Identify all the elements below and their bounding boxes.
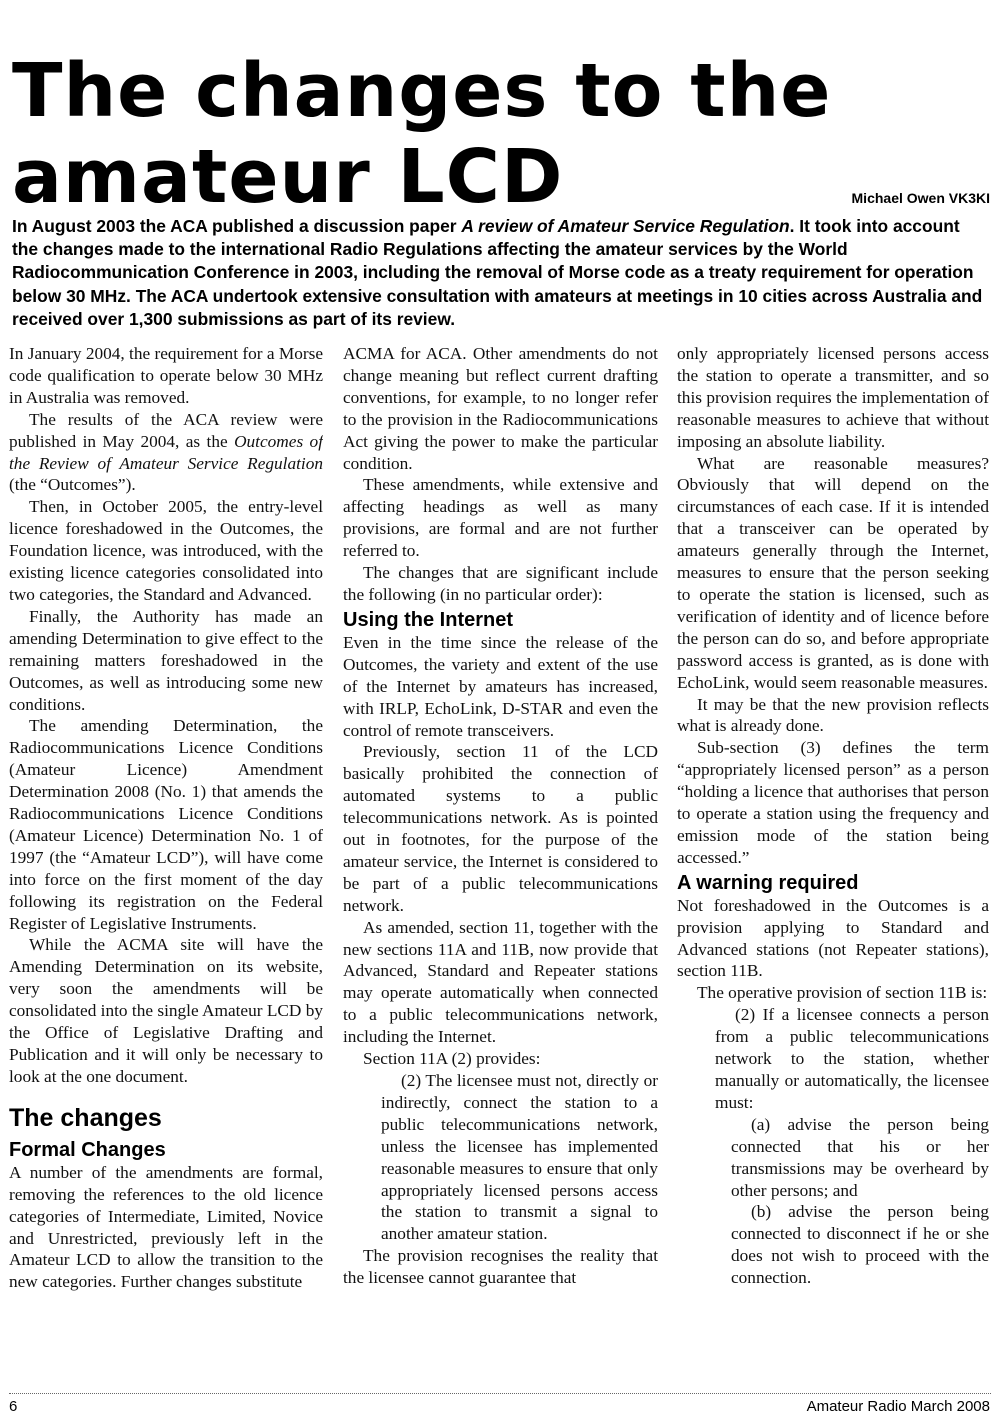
paragraph: In January 2004, the requirement for a Morse code qualification to operate below 30 MHz in Australia was removed. bbox=[9, 344, 323, 407]
paragraph: The changes that are significant include the following (in no particular order): bbox=[343, 563, 658, 604]
column-1 bbox=[9, 343, 323, 1388]
paragraph: Even in the time since the release of the Outcomes, the variety and extent of the use of the Internet by amateurs has increased, with IRLP, EchoLink, D-STAR and even the control of remote transceivers. bbox=[343, 632, 658, 740]
quoted-subclause-a: (a) advise the person being connected that his or her transmissions may be overheard by other persons; and bbox=[731, 1114, 989, 1200]
paragraph: only appropriately licensed persons access the station to operate a transmitter, and so this provision requires the implementation of reasonable measures to achieve that without imposing an absolute liability. bbox=[677, 344, 989, 451]
page-number: 6 bbox=[9, 1398, 18, 1415]
paragraph: Finally, the Authority has made an amending Determination to give effect to the remaining matters foreshadowed in the Outcomes, as well as introducing some new conditions. bbox=[9, 606, 323, 714]
article-title: The changes to the amateur LCD bbox=[12, 48, 832, 220]
publication-footer: Amateur Radio March 2008 bbox=[806, 1398, 990, 1415]
subheading-formal-changes: Formal Changes bbox=[9, 1138, 166, 1161]
paragraph: A number of the amendments are formal, removing the references to the old licence categories of Intermediate, Limited, Novice and Unrestricted, previously left in the Amateur LCD to allow the transition to the new categories. Further changes substitute bbox=[9, 1162, 323, 1292]
paragraph: The operative provision of section 11B is: bbox=[697, 983, 988, 1003]
paragraph: Section 11A (2) provides: bbox=[363, 1049, 541, 1069]
paragraph: The provision recognises the reality that the licensee cannot guarantee that bbox=[343, 1246, 658, 1288]
quoted-provision: (2) If a licensee connects a person from a public telecommunications network to the station, whether manually or automatically, the licensee must: bbox=[715, 1005, 989, 1112]
paragraph: ACMA for ACA. Other amendments do not change meaning but reflect current drafting conventions, for example, to no longer refer to the provision in the Radiocommunications Act giving the power to make the particular condition. bbox=[343, 344, 658, 473]
paragraph: It may be that the new provision reflects what is already done. bbox=[677, 694, 989, 736]
quoted-subclause-b: (b) advise the person being connected to disconnect if he or she does not wish to proceed with the connection. bbox=[731, 1202, 989, 1288]
paragraph: The amending Determination, the Radiocommunications Licence Conditions (Amateur Licence) Amendment Determination 2008 (No. 1) that amends the Radiocommunications Licence Conditions (Amateur Licence) Determination No. 1 of 1997 (the “Amateur LCD”), will have come into force on the first moment of the day following its registration on the Federal Register of Legislative Instruments. bbox=[9, 716, 323, 933]
section-heading-changes: The changes bbox=[9, 1103, 162, 1132]
author-byline: Michael Owen VK3KI bbox=[851, 190, 990, 206]
paragraph: Previously, section 11 of the LCD basically prohibited the connection of automated systems to a public telecommunications network. As is pointed out in footnotes, for the purpose of the amateur service, the Internet is considered to be part of a public telecommunications network. bbox=[343, 742, 658, 915]
intro-paragraph: In August 2003 the ACA published a discussion paper A review of Amateur Service Regulation. It took into account the changes made to the international Radio Regulations affecting the amateur services by the World Radiocommunication Conference in 2003, including the removal of Morse code as a treaty requirement for operation below 30 MHz. The ACA undertook extensive consultation with amateurs at meetings in 10 cities across Australia and received over 1,300 submissions as part of its review. bbox=[12, 216, 983, 329]
footer-divider bbox=[9, 1393, 991, 1394]
subheading-warning-required: A warning required bbox=[677, 871, 859, 894]
paragraph: Sub-section (3) defines the term “appropriately licensed person” as a person “holding a licence that authorises that person to operate a station using the frequency and emission mode of the station being accessed.” bbox=[677, 738, 989, 867]
paragraph: What are reasonable measures? Obviously that will depend on the circumstances of each case. If it is intended that a transceiver can be operated by amateurs generally through the Internet, measures to ensure that the person seeking to operate the station is licensed, such as verification of identity and of licence before the person can do so, and before appropriate password access is granted, as is done with EchoLink, would seem reasonable measures. bbox=[677, 453, 989, 692]
paragraph: Then, in October 2005, the entry-level licence foreshadowed in the Outcomes, the Foundation licence, was introduced, with the existing licence categories consolidated into two categories, the Standard and Advanced. bbox=[9, 497, 323, 604]
quoted-provision: (2) The licensee must not, directly or indirectly, connect the station to a public telecommunications network, unless the licensee has implemented reasonable measures to ensure that only appropriately licensed persons access the station to transmit a signal to another amateur station. bbox=[381, 1071, 658, 1244]
subheading-using-internet: Using the Internet bbox=[343, 608, 514, 631]
paragraph: These amendments, while extensive and affecting headings as well as many provisions, are formal and are not further referred to. bbox=[343, 475, 658, 561]
paragraph: Not foreshadowed in the Outcomes is a provision applying to Standard and Advanced stations (not Repeater stations), section 11B. bbox=[677, 895, 989, 981]
paragraph: While the ACMA site will have the Amending Determination on its website, very soon the amendments will be consolidated into the single Amateur LCD by the Office of Legislative Drafting and Publication and it will only be necessary to look at the one document. bbox=[9, 935, 323, 1086]
column-3 bbox=[677, 343, 989, 1388]
column-2 bbox=[343, 343, 658, 1388]
paragraph: The results of the ACA review were published in May 2004, as the Outcomes of the Review of Amateur Service Regulation (the “Outcomes”). bbox=[9, 409, 323, 495]
paragraph: As amended, section 11, together with the new sections 11A and 11B, now provide that Advanced, Standard and Repeater stations may operate automatically when connected to a public telecommunications network, including the Internet. bbox=[343, 917, 658, 1047]
intro-paper-title: A review of Amateur Service Regulation bbox=[461, 216, 790, 236]
